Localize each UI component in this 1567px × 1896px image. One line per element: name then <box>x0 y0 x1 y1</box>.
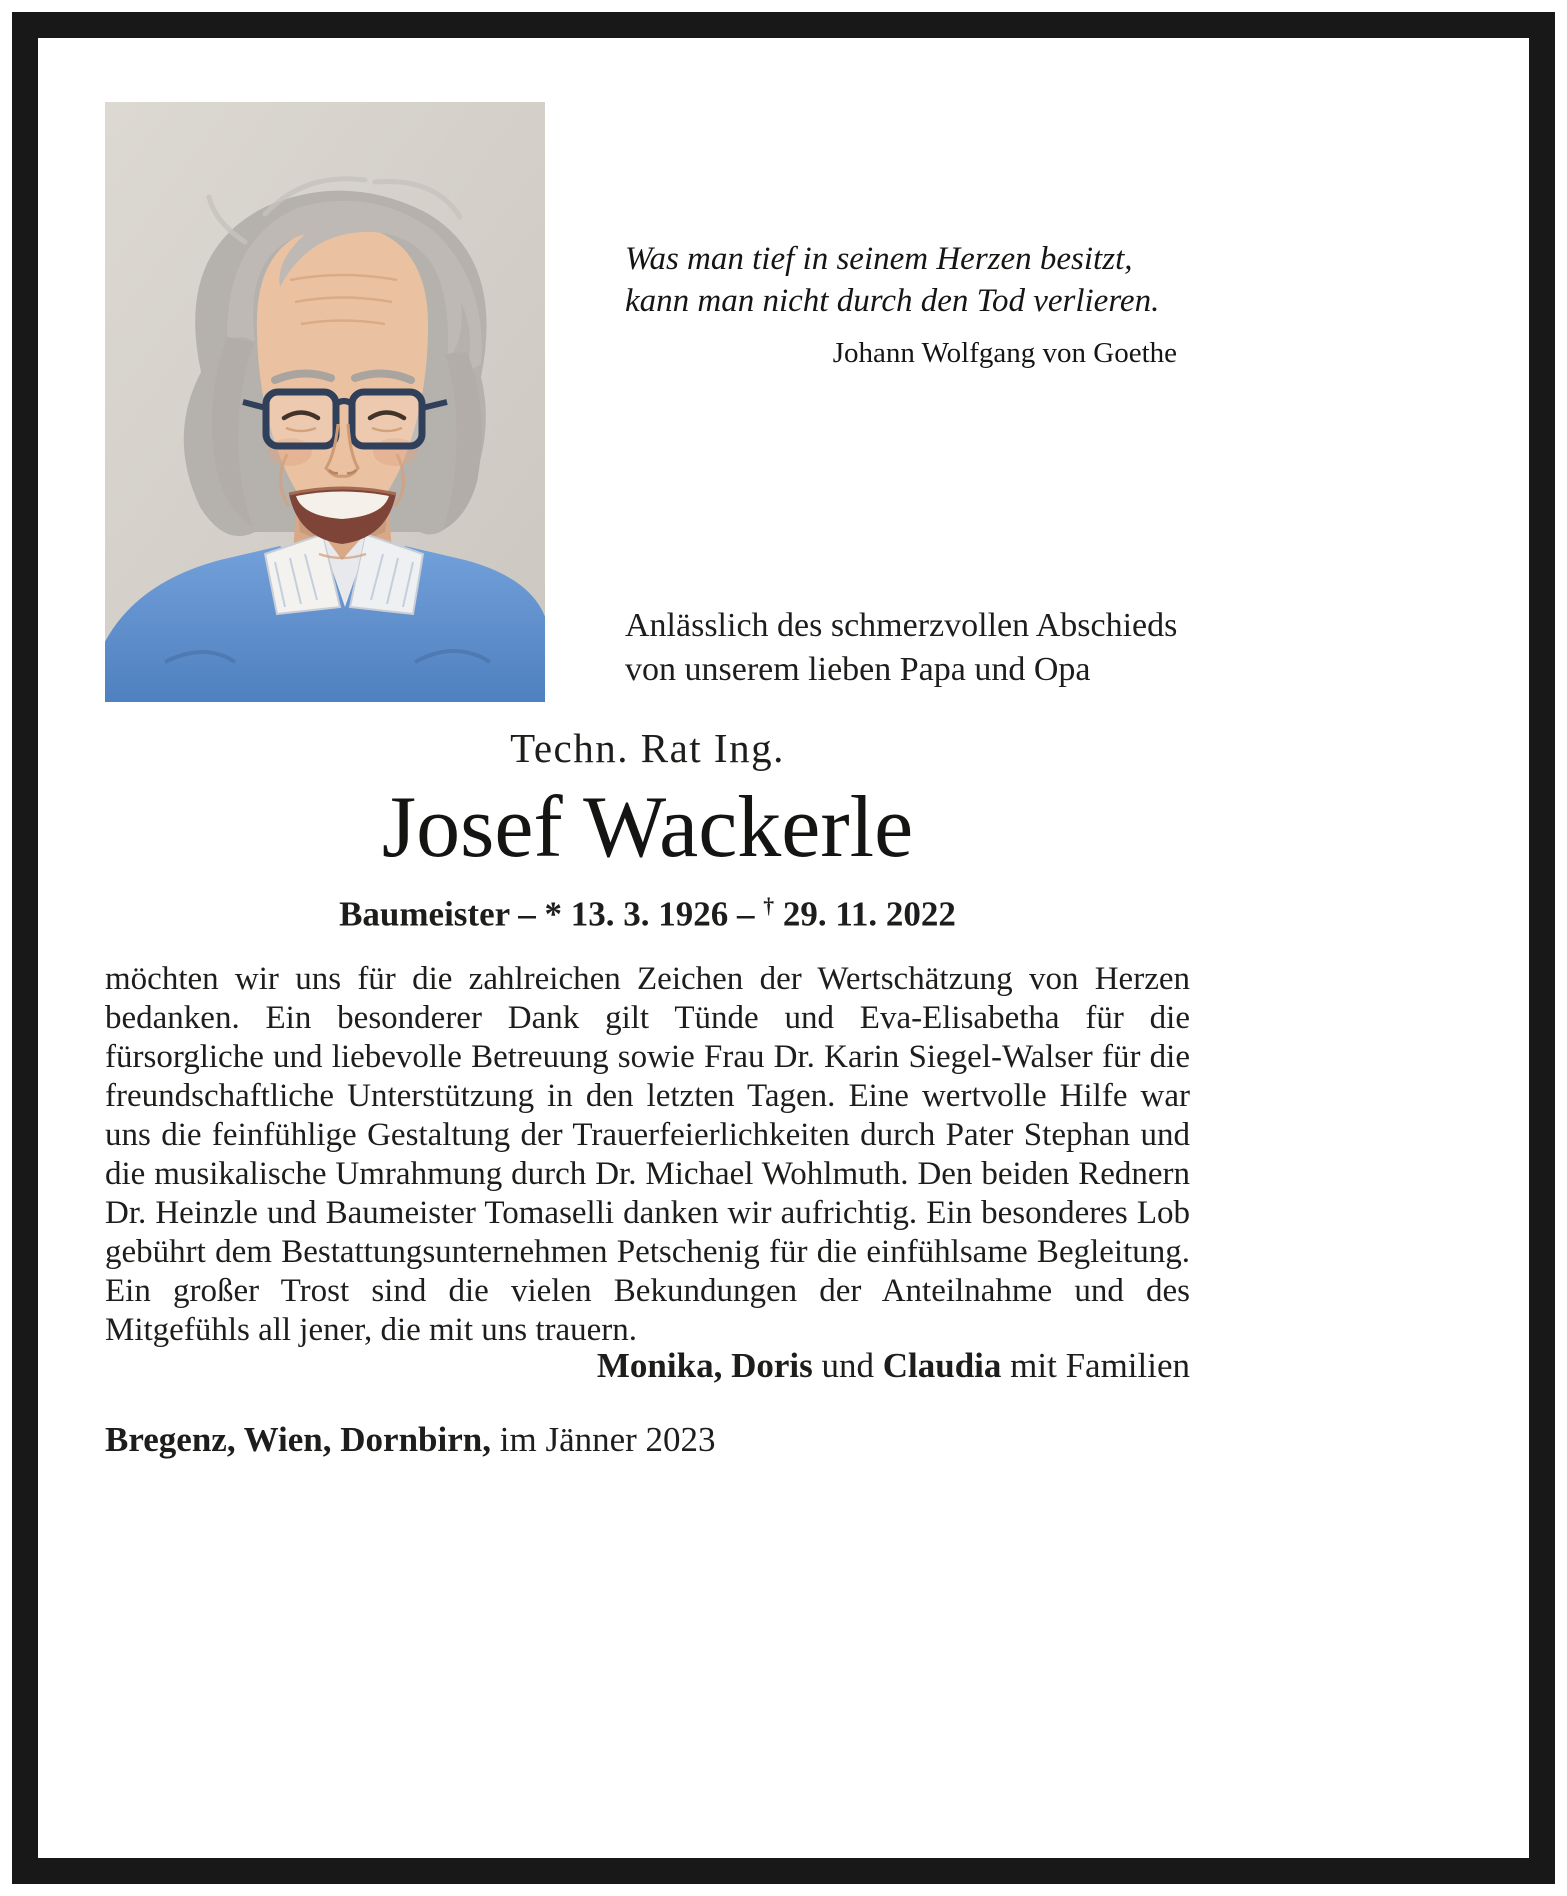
portrait-illustration <box>105 102 545 702</box>
signature-names-1: Monika, Doris <box>596 1346 813 1385</box>
profession-and-dates <box>105 894 1190 935</box>
honorific-title: Techn. Rat Ing. <box>510 725 785 771</box>
place-date-line <box>105 1420 1190 1460</box>
memorial-quote <box>625 238 1177 374</box>
obituary-card <box>38 38 1529 1858</box>
announcement-text <box>625 604 1205 692</box>
signature-suffix: mit Familien <box>1001 1346 1190 1385</box>
obituary-card-frame <box>12 12 1555 1884</box>
quote-line-1: Was man tief in seinem Herzen besitzt, <box>625 241 1133 277</box>
portrait-photo <box>105 102 545 702</box>
family-signature <box>105 1346 1190 1386</box>
death-date: 29. 11. 2022 <box>774 894 956 934</box>
announcement-line-1: Anlässlich des schmerzvollen Abschieds <box>625 607 1178 644</box>
announcement-line-2: von unserem lieben Papa und Opa <box>625 651 1091 688</box>
profession-and-birthdate: Baumeister – * 13. 3. 1926 – <box>339 894 764 934</box>
quote-line-2: kann man nicht durch den Tod verlieren. <box>625 283 1160 319</box>
signature-names-2: Claudia <box>882 1346 1002 1385</box>
signature-separator: und <box>812 1346 883 1385</box>
footer-date: im Jänner 2023 <box>491 1420 716 1459</box>
footer-cities: Bregenz, Wien, Dornbirn, <box>105 1420 491 1459</box>
deceased-name: Josef Wackerle <box>381 779 914 876</box>
thank-you-paragraph: möchten wir uns für die zahlreichen Zeichen der Wertschätzung von Herzen bedanken. Ein besonderer Dank gilt Tünde und Eva-Elisabetha für die fürsorgliche und liebevolle Betreuung sowie Frau Dr. Karin Siegel-Walser für die freundschaftliche Unterstützung in den letzten Tagen. Eine wertvolle Hilfe war uns die feinfühlige Gestaltung der Trauerfeierlichkeiten durch Pater Stephan und die musikalische Umrahmung durch Dr. Michael Wohlmuth. Den beiden Rednern Dr. Heinzle und Baumeister Tomaselli danken wir aufrichtig. Ein besonderes Lob gebührt dem Bestattungsunternehmen Petschenig für die einfühlsame Begleitung. Ein großer Trost sind die vielen Bekundungen der Anteilnahme und des Mitgefühls all jener, die mit uns trauern. <box>105 961 1190 1348</box>
death-dagger-symbol: † <box>763 894 775 918</box>
quote-attribution: Johann Wolfgang von Goethe <box>832 337 1177 369</box>
